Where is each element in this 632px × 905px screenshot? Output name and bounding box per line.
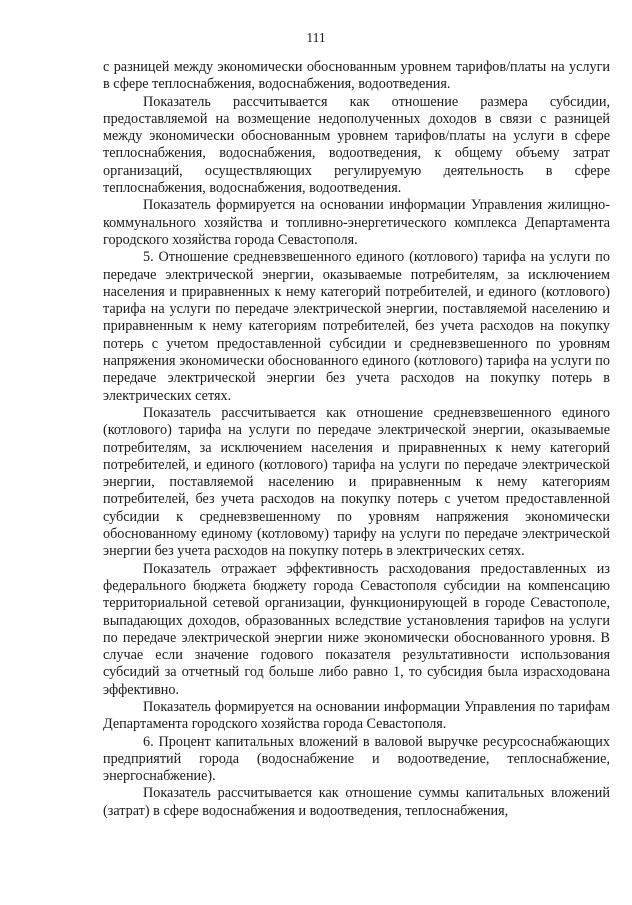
paragraph-5: Показатель рассчитывается как отношение средневзвешенного единого (котлового) тарифа на услуги по передаче электрической энергии, оказываемые потребителям, за исключением населения и приравненных к нему категорий потребителей, и единого (котлового) тарифа на услуги по передаче электрической энергии, поставляемой населению и приравненным к нему категориям потребителей, без учета расходов на покупку потерь с учетом предоставленной субсидии к средневзвешенному по уровням напряжения экономически обоснованному единому (котловому) тарифу на услуги по передаче электрической энергии без учета расходов на покупку потерь в электрических сетях. xyxy=(103,404,610,560)
paragraph-3: Показатель формируется на основании информации Управления жилищно-коммунального хозяйства и топливно-энергетического комплекса Департамента городского хозяйства города Севастополя. xyxy=(103,197,610,248)
document-body xyxy=(103,59,610,820)
page-number: 111 xyxy=(306,30,326,45)
paragraph-4: 5. Отношение средневзвешенного единого (котлового) тарифа на услуги по передаче электрической энергии, оказываемые потребителям, за исключением населения и приравненных к нему категорий потребителей, и единого (котлового) тарифа на услуги по передаче электрической энергии, поставляемой населению и приравненным к нему категориям потребителей, без учета расходов на покупку потерь с учетом предоставленной субсидии и средневзвешенного по уровням напряжения экономически обоснованного единого (котлового) тарифа на услуги по передаче электрической энергии без учета расходов на покупку потерь в электрических сетях. xyxy=(103,249,610,404)
paragraph-2: Показатель рассчитывается как отношение размера субсидии, предоставляемой на возмещение недополученных доходов в связи с разницей между экономически обоснованным уровнем тарифов/платы на услуги в сфере теплоснабжения, водоснабжения, водоотведения, к общему объему затрат организаций, осуществляющих регулируемую деятельность в сфере теплоснабжения, водоснабжения, водоотведения. xyxy=(103,93,610,197)
paragraph-1: с разницей между экономически обоснованным уровнем тарифов/платы на услуги в сфере теплоснабжения, водоснабжения, водоотведения. xyxy=(103,59,610,93)
paragraph-6: Показатель отражает эффективность расходования предоставленных из федерального бюджета бюджету города Севастополя субсидии на компенсацию территориальной сетевой организации, функционирующей в городе Севастополе, выпадающих доходов, образованных вследствие установления тарифов на услуги по передаче электрической энергии ниже экономически обоснованного уровня. В случае если значение годового показателя результативности использования субсидий за отчетный год больше либо равно 1, то субсидия была израсходована эффективно. xyxy=(103,560,610,698)
paragraph-9: Показатель рассчитывается как отношение суммы капитальных вложений (затрат) в сфере водоснабжения и водоотведения, теплоснабжения, xyxy=(103,785,610,819)
paragraph-8: 6. Процент капитальных вложений в валовой выручке ресурсоснабжающих предприятий города (водоснабжение и водоотведение, теплоснабжение, энергоснабжение). xyxy=(103,733,610,785)
paragraph-7: Показатель формируется на основании информации Управления по тарифам Департамента городского хозяйства города Севастополя. xyxy=(103,698,610,733)
